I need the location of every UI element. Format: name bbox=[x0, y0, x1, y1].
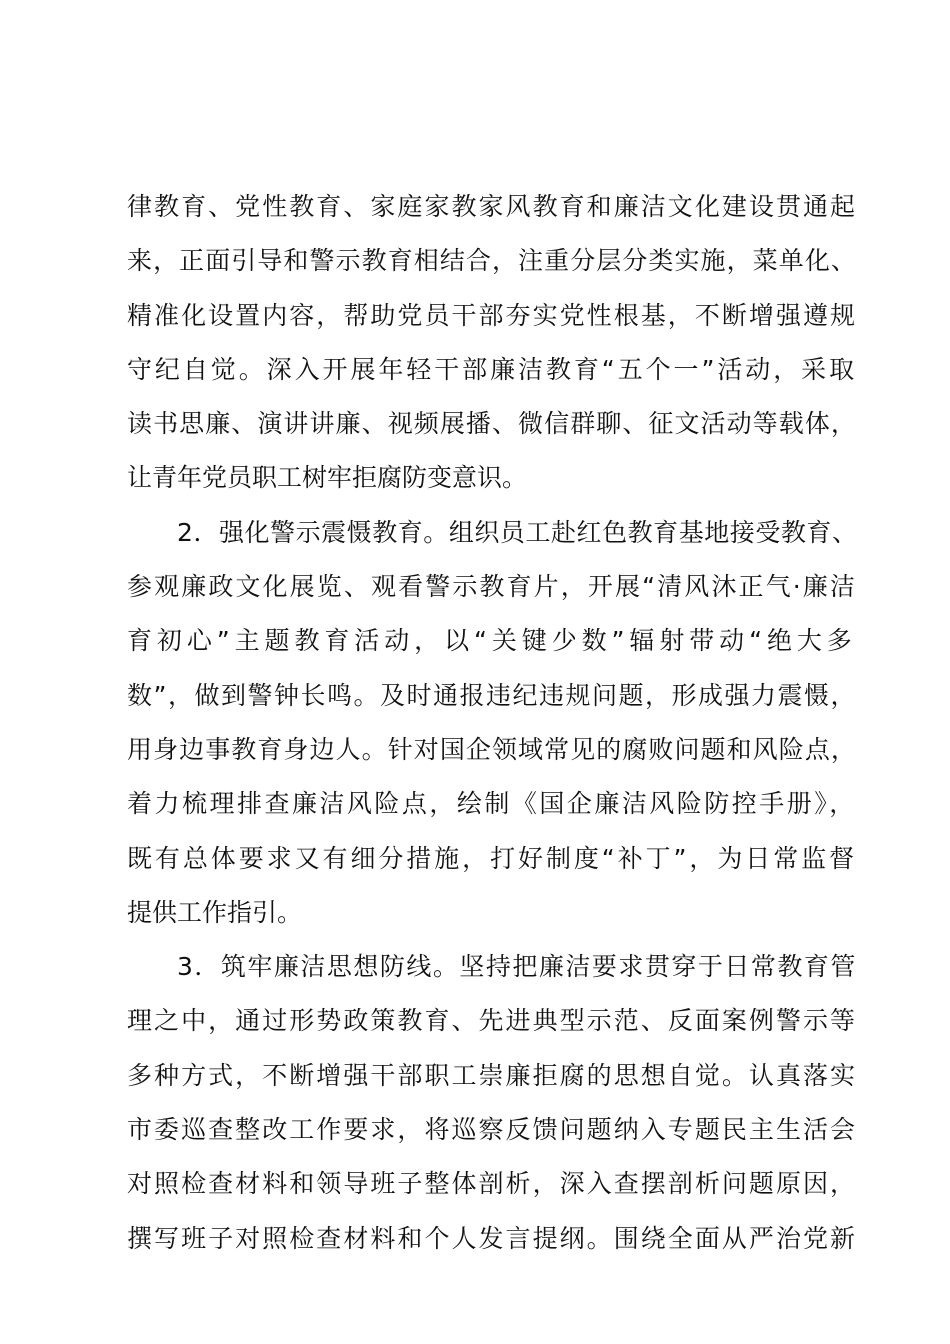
text-line: 守纪自觉。深入开展年轻干部廉洁教育“五个一”活动，采取 bbox=[127, 354, 858, 384]
text-line: 理之中，通过形势政策教育、先进典型示范、反面案例警示等 bbox=[127, 1006, 858, 1036]
text-line: 育初心”主题教育活动，以“关键少数”辐射带动“绝大多 bbox=[127, 626, 857, 656]
text-line: 多种方式，不断增强干部职工崇廉拒腐的思想自觉。认真落实 bbox=[127, 1060, 858, 1090]
text-line: 精准化设置内容，帮助党员干部夯实党性根基，不断增强遵规 bbox=[127, 300, 858, 330]
text-line: 数”，做到警钟长鸣。及时通报违纪违规问题，形成强力震慑， bbox=[127, 680, 857, 710]
text-line: 市委巡查整改工作要求，将巡察反馈问题纳入专题民主生活会 bbox=[127, 1115, 858, 1145]
paragraph-first-line: 2．强化警示震慑教育。组织员工赴红色教育基地接受教育、 bbox=[177, 517, 858, 547]
text-line: 律教育、党性教育、家庭家教家风教育和廉洁文化建设贯通起 bbox=[127, 192, 858, 221]
text-line: 着力梳理排查廉洁风险点，绘制《国企廉洁风险防控手册》， bbox=[127, 789, 857, 819]
paragraph-first-line: 3．筑牢廉洁思想防线。坚持把廉洁要求贯穿于日常教育管 bbox=[177, 952, 857, 982]
text-line: 来，正面引导和警示教育相结合，注重分层分类实施，菜单化、 bbox=[127, 246, 857, 276]
text-line: 用身边事教育身边人。针对国企领域常见的腐败问题和风险点， bbox=[127, 734, 857, 764]
text-line: 读书思廉、演讲讲廉、视频展播、微信群聊、征文活动等载体， bbox=[127, 409, 857, 439]
text-line: 既有总体要求又有细分措施，打好制度“补丁”，为日常监督 bbox=[127, 843, 858, 873]
text-line: 对照检查材料和领导班子整体剖析，深入查摆剖析问题原因， bbox=[127, 1169, 858, 1199]
body-text bbox=[127, 180, 857, 1266]
text-line: 提供工作指引。 bbox=[127, 897, 303, 927]
text-line: 让青年党员职工树牢拒腐防变意识。 bbox=[127, 463, 528, 493]
text-line: 参观廉政文化展览、观看警示教育片，开展“清风沐正气·廉洁 bbox=[127, 572, 857, 602]
text-line: 撰写班子对照检查材料和个人发言提纲。围绕全面从严治党新 bbox=[127, 1223, 858, 1253]
